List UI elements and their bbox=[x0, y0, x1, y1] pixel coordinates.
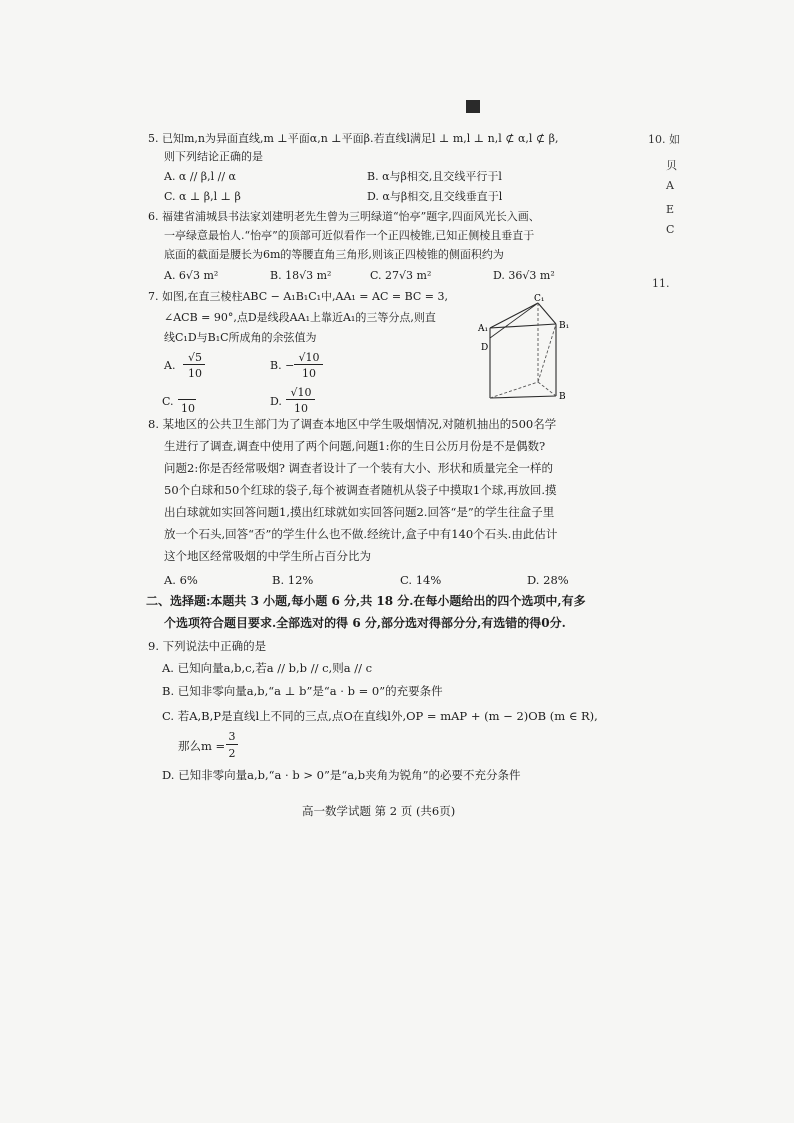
q8-option-d: D. 28% bbox=[527, 573, 569, 587]
q9-option-b: B. 已知非零向量a,b,“a ⊥ b”是“a · b = 0”的充要条件 bbox=[162, 684, 443, 698]
q7-option-c-denominator: 10 bbox=[181, 402, 195, 415]
edge-a1-c1 bbox=[490, 303, 538, 328]
q6-option-d: D. 36√3 m² bbox=[493, 269, 555, 282]
q8-stem-line4: 50个白球和50个红球的袋子,每个被调查者随机从袋子中摸取1个球,再放回.摸 bbox=[164, 483, 557, 497]
right-edge-text-3: A bbox=[666, 179, 674, 192]
right-edge-text-5: C bbox=[666, 223, 675, 236]
section2-heading-line1: 二、选择题:本题共 3 小题,每小题 6 分,共 18 分.在每小题给出的四个选项中,有多 bbox=[146, 594, 586, 608]
q7-option-b-numerator: √10 bbox=[298, 351, 320, 364]
q5-option-d: D. α与β相交,且交线垂直于l bbox=[367, 190, 503, 203]
right-edge-text-4: E bbox=[666, 203, 675, 216]
q9-option-c-fraction-bar bbox=[226, 744, 238, 745]
q8-stem-line1: 8. 某地区的公共卫生部门为了调查本地区中学生吸烟情况,对随机抽出的500名学 bbox=[148, 417, 557, 431]
label-c1: C₁ bbox=[534, 294, 545, 304]
q7-option-d-numerator: √10 bbox=[290, 386, 312, 399]
q7-option-c-fraction-bar bbox=[178, 399, 196, 400]
q7-prism-figure bbox=[472, 292, 582, 410]
q7-option-b-fraction-bar bbox=[294, 364, 323, 365]
q8-option-a: A. 6% bbox=[164, 573, 198, 587]
label-d: D bbox=[481, 343, 489, 353]
q5-stem-line2: 则下列结论正确的是 bbox=[164, 150, 263, 163]
q9-option-d: D. 已知非零向量a,b,“a · b > 0”是“a,b夹角为锐角”的必要不充分条件 bbox=[162, 768, 521, 782]
q6-stem-line3: 底面的截面是腰长为6m的等腰直角三角形,则该正四棱锥的侧面积约为 bbox=[164, 248, 504, 261]
q7-option-b-prefix: B. − bbox=[270, 359, 295, 372]
q7-stem-line1: 7. 如图,在直三棱柱ABC − A₁B₁C₁中,AA₁ = AC = BC = 3, bbox=[148, 290, 449, 303]
q9-option-c-numerator: 3 bbox=[228, 730, 236, 743]
q9-option-a: A. 已知向量a,b,c,若a // b,b // c,则a // c bbox=[162, 661, 373, 675]
q9-stem: 9. 下列说法中正确的是 bbox=[148, 639, 267, 653]
q8-stem-line2: 生进行了调查,调查中使用了两个问题,问题1:你的生日公历月份是不是偶数? bbox=[164, 439, 546, 453]
right-edge-text-6: 11. bbox=[652, 277, 670, 290]
q9-option-c-line1: C. 若A,B,P是直线l上不同的三点,点O在直线l外,OP = mAP + (m − 2)OB (m ∈ R), bbox=[162, 709, 598, 723]
q8-stem-line6: 放一个石头,回答“否”的学生什么也不做.经统计,盒子中有140个石头.由此估计 bbox=[164, 527, 558, 541]
q6-stem-line1: 6. 福建省浦城县书法家刘建明老先生曾为三明绿道“怡亭”题字,四面风光长入画、 bbox=[148, 210, 540, 223]
edge-a1-b1 bbox=[490, 324, 556, 328]
q8-option-c: C. 14% bbox=[400, 573, 442, 587]
q6-option-b: B. 18√3 m² bbox=[270, 269, 332, 282]
q5-option-c: C. α ⊥ β,l ⊥ β bbox=[164, 190, 241, 203]
q6-stem-line2: 一亭绿意最怡人.“怡亭”的顶部可近似看作一个正四棱锥,已知正侧棱且垂直于 bbox=[164, 229, 535, 242]
edge-a-b bbox=[490, 396, 556, 398]
q7-option-a-numerator: √5 bbox=[187, 351, 202, 364]
right-edge-text-1: 10. 如 bbox=[648, 133, 680, 146]
right-edge-text-2: 贝 bbox=[666, 159, 677, 172]
section2-heading-line2: 个选项符合题目要求.全部选对的得 6 分,部分选对得部分分,有选错的得0分. bbox=[164, 616, 566, 630]
q7-option-c-prefix: C. bbox=[162, 395, 174, 408]
q9-option-c-denominator: 2 bbox=[228, 747, 236, 760]
q5-option-a: A. α // β,l // α bbox=[164, 170, 236, 183]
q7-stem-line3: 线C₁D与B₁C所成角的余弦值为 bbox=[164, 331, 317, 344]
q8-stem-line5: 出白球就如实回答问题1,摸出红球就如实回答问题2.回答“是”的学生往盒子里 bbox=[164, 505, 555, 519]
q8-stem-line3: 问题2:你是否经常吸烟? 调查者设计了一个装有大小、形状和质量完全一样的 bbox=[164, 461, 554, 475]
q5-option-b: B. α与β相交,且交线平行于l bbox=[367, 170, 502, 183]
hidden-edge-a-c bbox=[490, 382, 538, 398]
q7-option-a-denominator: 10 bbox=[188, 367, 202, 380]
q6-option-a: A. 6√3 m² bbox=[164, 269, 219, 282]
hidden-edge-c-b bbox=[538, 382, 556, 396]
q7-option-d-prefix: D. bbox=[270, 395, 282, 408]
q7-option-a-fraction-bar bbox=[183, 364, 205, 365]
hidden-segment-b1-c bbox=[538, 324, 556, 382]
q7-stem-line2: ∠ACB = 90°,点D是线段AA₁上靠近A₁的三等分点,则直 bbox=[164, 311, 436, 324]
page-footer: 高一数学试题 第 2 页 (共6页) bbox=[302, 804, 456, 818]
edge-c1-b1 bbox=[538, 303, 556, 324]
q7-option-a-prefix: A. bbox=[164, 359, 176, 372]
label-b: B bbox=[559, 392, 566, 402]
q8-stem-line7: 这个地区经常吸烟的中学生所占百分比为 bbox=[164, 549, 371, 563]
label-a1: A₁ bbox=[478, 324, 489, 334]
q8-option-b: B. 12% bbox=[272, 573, 314, 587]
segment-c1-d bbox=[490, 303, 538, 338]
label-b1: B₁ bbox=[559, 321, 570, 331]
q5-stem-line1: 5. 已知m,n为异面直线,m ⊥平面α,n ⊥平面β.若直线l满足l ⊥ m,l ⊥ n,l ⊄ α,l ⊄ β, bbox=[148, 132, 559, 145]
scan-registration-mark bbox=[466, 100, 480, 113]
q9-option-c-line2: 那么m = bbox=[178, 739, 226, 753]
q7-option-d-fraction-bar bbox=[286, 399, 315, 400]
q6-option-c: C. 27√3 m² bbox=[370, 269, 432, 282]
q7-option-d-denominator: 10 bbox=[294, 402, 308, 415]
q7-option-b-denominator: 10 bbox=[302, 367, 316, 380]
